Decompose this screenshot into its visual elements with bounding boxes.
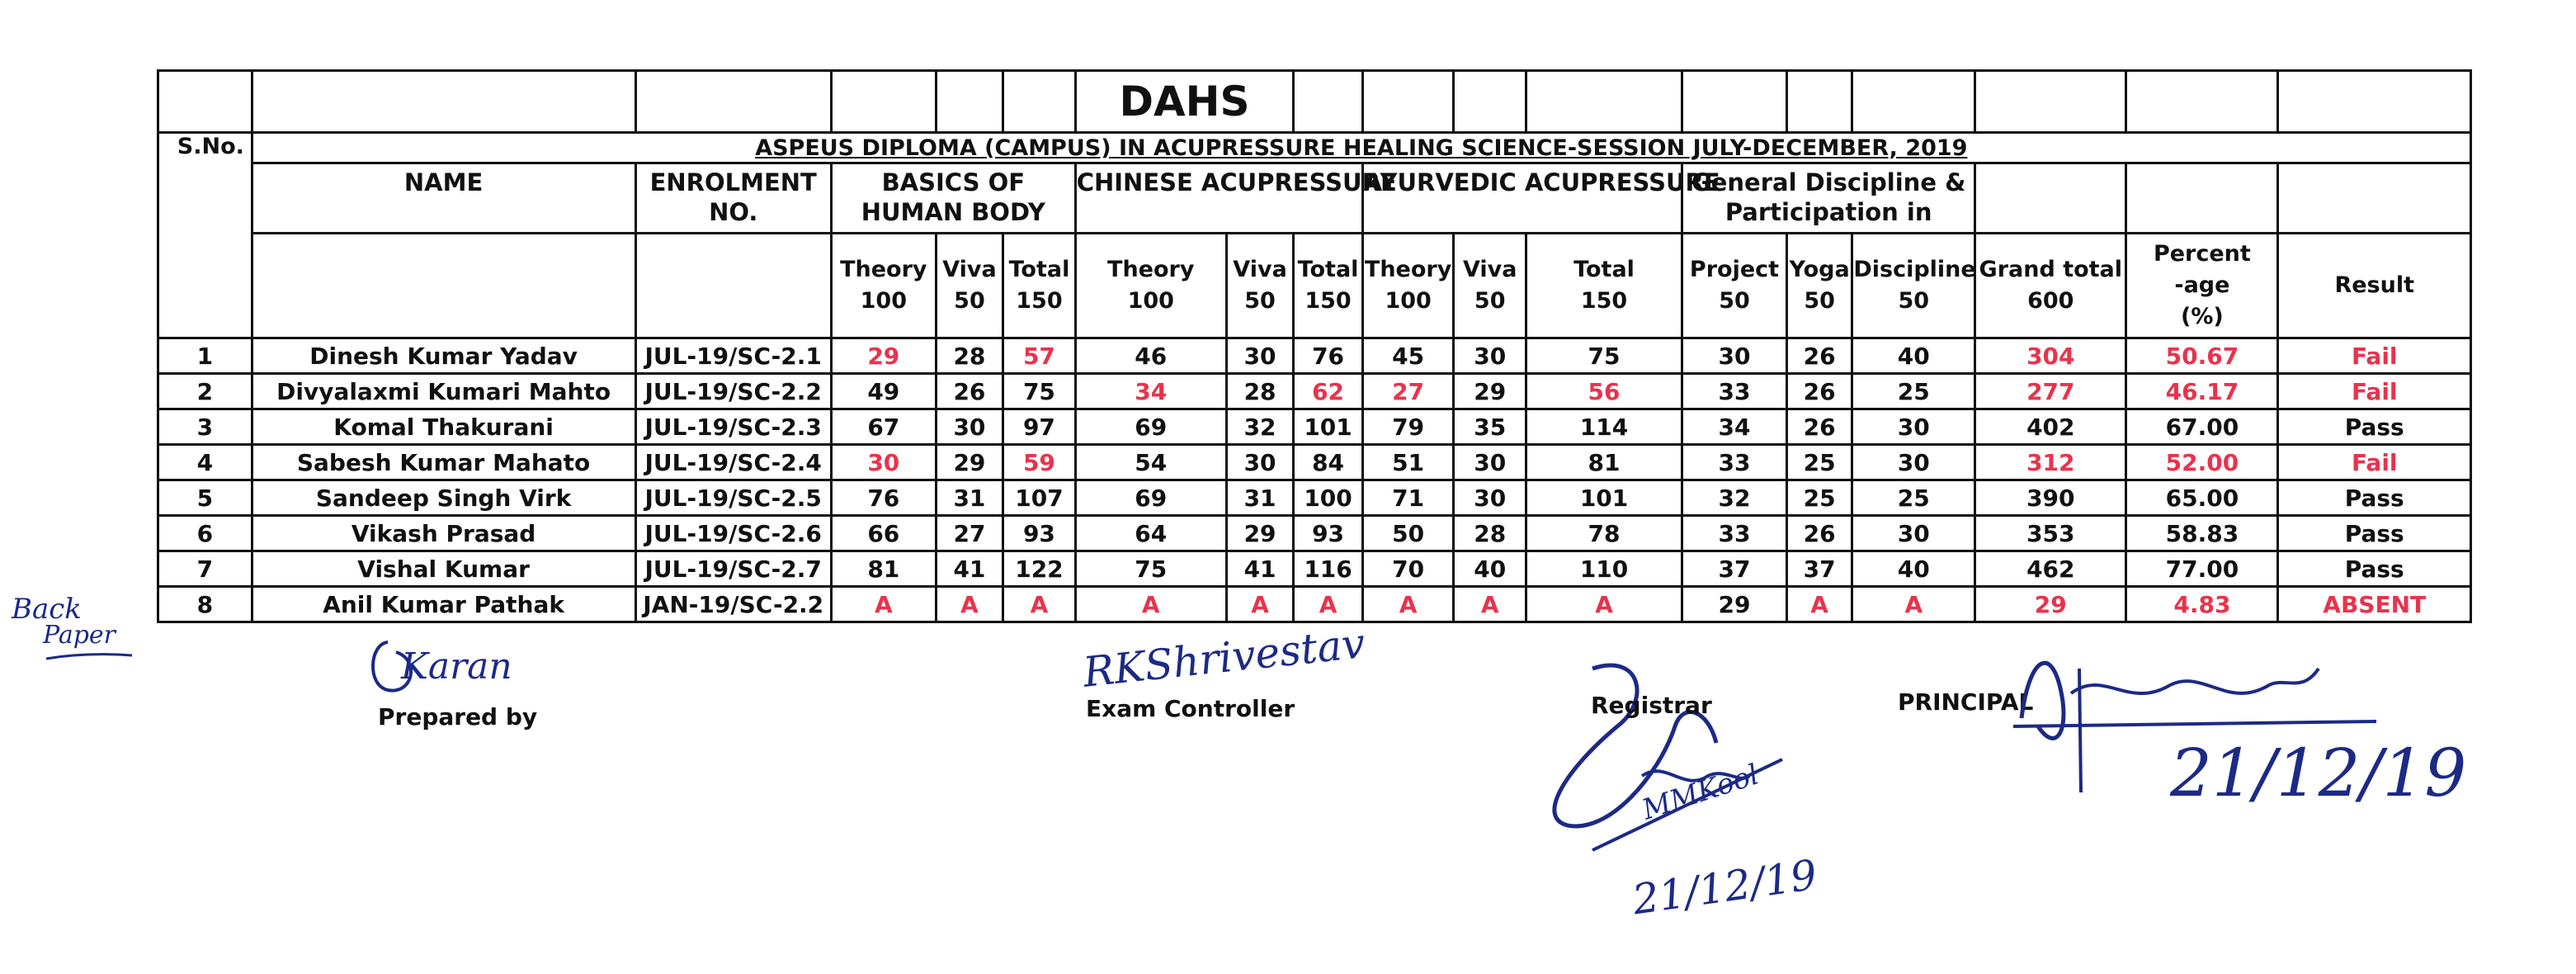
score-cell: 30 xyxy=(1852,445,1975,480)
score-cell: 97 xyxy=(1003,409,1076,445)
enrolment-cell: JUL-19/SC-2.1 xyxy=(635,338,831,374)
score-cell: A xyxy=(1526,587,1682,622)
score-cell: 353 xyxy=(1975,516,2126,551)
name-cell: Anil Kumar Pathak xyxy=(252,587,635,622)
score-cell: 54 xyxy=(1075,445,1226,480)
table-row xyxy=(158,587,2471,622)
org-name: DAHS xyxy=(1075,71,1294,133)
subheader-cell: Total 150 xyxy=(1003,234,1076,338)
score-cell: 29 xyxy=(831,338,936,374)
score-cell: 30 xyxy=(1852,516,1975,551)
score-cell: 40 xyxy=(1454,551,1526,587)
serial-cell: 8 xyxy=(158,587,252,622)
result-cell: Fail xyxy=(2278,374,2471,409)
score-cell: 29 xyxy=(1682,587,1787,622)
score-cell: 30 xyxy=(936,409,1003,445)
score-cell: 30 xyxy=(1226,338,1293,374)
score-cell: 69 xyxy=(1075,409,1226,445)
score-cell: 49 xyxy=(831,374,936,409)
table-row xyxy=(158,374,2471,409)
score-cell: 28 xyxy=(1226,374,1293,409)
score-cell: 26 xyxy=(1786,374,1852,409)
score-cell: A xyxy=(1786,587,1852,622)
subheader-cell: Viva 50 xyxy=(1226,234,1293,338)
score-cell: 52.00 xyxy=(2126,445,2278,480)
enrolment-header: ENROLMENT NO. xyxy=(635,163,831,234)
result-cell: Pass xyxy=(2278,516,2471,551)
title-row xyxy=(158,133,2471,163)
sheet-title: ASPEUS DIPLOMA (CAMPUS) IN ACUPRESSURE HEALING SCIENCE-SESSION JULY-DECEMBER, 2019 xyxy=(755,135,1968,161)
enrolment-cell: JUL-19/SC-2.2 xyxy=(635,374,831,409)
name-cell: Dinesh Kumar Yadav xyxy=(252,338,635,374)
score-cell: 40 xyxy=(1852,551,1975,587)
name-header: NAME xyxy=(252,163,635,234)
score-cell: 41 xyxy=(1226,551,1293,587)
student-rows xyxy=(158,338,2471,622)
score-cell: 25 xyxy=(1786,445,1852,480)
name-cell: Vikash Prasad xyxy=(252,516,635,551)
score-cell: 27 xyxy=(1362,374,1454,409)
score-cell: 29 xyxy=(1226,516,1293,551)
enrolment-cell: JUL-19/SC-2.3 xyxy=(635,409,831,445)
score-cell: 33 xyxy=(1682,374,1787,409)
table-row xyxy=(158,516,2471,551)
score-cell: 37 xyxy=(1682,551,1787,587)
score-cell: 4.83 xyxy=(2126,587,2278,622)
score-cell: A xyxy=(936,587,1003,622)
result-cell: Pass xyxy=(2278,551,2471,587)
enrolment-cell: JAN-19/SC-2.2 xyxy=(635,587,831,622)
score-cell: 75 xyxy=(1003,374,1076,409)
score-cell: 67.00 xyxy=(2126,409,2278,445)
score-cell: 71 xyxy=(1362,480,1454,516)
subheader-cell: Theory 100 xyxy=(1075,234,1226,338)
enrolment-cell: JUL-19/SC-2.7 xyxy=(635,551,831,587)
score-cell: 62 xyxy=(1294,374,1363,409)
score-cell: 59 xyxy=(1003,445,1076,480)
result-cell: ABSENT xyxy=(2278,587,2471,622)
score-cell: 312 xyxy=(1975,445,2126,480)
score-cell: 116 xyxy=(1294,551,1363,587)
score-cell: 122 xyxy=(1003,551,1076,587)
score-cell: 31 xyxy=(936,480,1003,516)
subheader-cell: Discipline 50 xyxy=(1852,234,1975,338)
table-row xyxy=(158,338,2471,374)
score-cell: 30 xyxy=(1454,338,1526,374)
score-cell: 67 xyxy=(831,409,936,445)
score-cell: 30 xyxy=(1852,409,1975,445)
score-cell: 50 xyxy=(1362,516,1454,551)
score-cell: 32 xyxy=(1682,480,1787,516)
result-header: Result xyxy=(2278,234,2471,338)
score-cell: 77.00 xyxy=(2126,551,2278,587)
score-cell: A xyxy=(1362,587,1454,622)
serial-cell: 2 xyxy=(158,374,252,409)
percent-header: Percent -age (%) xyxy=(2126,234,2278,338)
score-cell: 41 xyxy=(936,551,1003,587)
side-note-line1: Back xyxy=(12,593,82,626)
controller-signature-text: RKShrivestav xyxy=(1080,619,1368,697)
score-cell: 107 xyxy=(1003,480,1076,516)
registrar-name: MMKool xyxy=(1638,758,1763,827)
score-cell: A xyxy=(831,587,936,622)
group-header-row xyxy=(158,163,2471,234)
table-row xyxy=(158,551,2471,587)
result-cell: Fail xyxy=(2278,338,2471,374)
score-cell: A xyxy=(1294,587,1363,622)
subheader-cell: Viva 50 xyxy=(936,234,1003,338)
subheader-cell: Theory 100 xyxy=(1362,234,1454,338)
score-cell: 40 xyxy=(1852,338,1975,374)
name-cell: Vishal Kumar xyxy=(252,551,635,587)
score-cell: 25 xyxy=(1852,374,1975,409)
score-cell: 84 xyxy=(1294,445,1363,480)
score-cell: 26 xyxy=(1786,409,1852,445)
score-cell: 26 xyxy=(936,374,1003,409)
group-basics-header: BASICS OF HUMAN BODY xyxy=(831,163,1075,234)
score-cell: 70 xyxy=(1362,551,1454,587)
table-row xyxy=(158,445,2471,480)
score-cell: 100 xyxy=(1294,480,1363,516)
subheader-cell: Total 150 xyxy=(1294,234,1363,338)
score-cell: 64 xyxy=(1075,516,1226,551)
enrolment-cell: JUL-19/SC-2.5 xyxy=(635,480,831,516)
score-cell: 304 xyxy=(1975,338,2126,374)
score-cell: 26 xyxy=(1786,516,1852,551)
score-cell: 30 xyxy=(831,445,936,480)
score-cell: 30 xyxy=(1682,338,1787,374)
score-cell: 33 xyxy=(1682,516,1787,551)
result-cell: Fail xyxy=(2278,445,2471,480)
score-cell: 34 xyxy=(1075,374,1226,409)
subheader-row xyxy=(158,234,2471,338)
score-cell: 28 xyxy=(1454,516,1526,551)
score-cell: 50.67 xyxy=(2126,338,2278,374)
result-cell: Pass xyxy=(2278,409,2471,445)
score-cell: 114 xyxy=(1526,409,1682,445)
score-cell: 75 xyxy=(1075,551,1226,587)
score-cell: A xyxy=(1852,587,1975,622)
enrolment-cell: JUL-19/SC-2.6 xyxy=(635,516,831,551)
score-cell: 27 xyxy=(936,516,1003,551)
subheader-cell: Viva 50 xyxy=(1454,234,1526,338)
score-cell: 93 xyxy=(1003,516,1076,551)
score-cell: 45 xyxy=(1362,338,1454,374)
group-ayurvedic-header: AYURVEDIC ACUPRESSURE xyxy=(1362,163,1682,234)
table-row xyxy=(158,409,2471,445)
enrolment-cell: JUL-19/SC-2.4 xyxy=(635,445,831,480)
score-cell: 26 xyxy=(1786,338,1852,374)
name-cell: Sandeep Singh Virk xyxy=(252,480,635,516)
subheader-cell: Yoga 50 xyxy=(1786,234,1852,338)
sno-header: S.No. xyxy=(177,134,244,159)
score-cell: 66 xyxy=(831,516,936,551)
registrar-signature-mark xyxy=(1518,652,1799,867)
score-cell: 34 xyxy=(1682,409,1787,445)
serial-cell: 6 xyxy=(158,516,252,551)
score-cell: 101 xyxy=(1294,409,1363,445)
score-cell: 58.83 xyxy=(2126,516,2278,551)
score-cell: A xyxy=(1226,587,1293,622)
score-cell: 390 xyxy=(1975,480,2126,516)
score-cell: 37 xyxy=(1786,551,1852,587)
score-cell: 31 xyxy=(1226,480,1293,516)
name-cell: Komal Thakurani xyxy=(252,409,635,445)
subheader-cell: Grand total 600 xyxy=(1975,234,2126,338)
serial-cell: 4 xyxy=(158,445,252,480)
serial-cell: 7 xyxy=(158,551,252,587)
name-cell: Sabesh Kumar Mahato xyxy=(252,445,635,480)
name-cell: Divyalaxmi Kumari Mahto xyxy=(252,374,635,409)
score-cell: A xyxy=(1003,587,1076,622)
score-cell: 65.00 xyxy=(2126,480,2278,516)
score-cell: 75 xyxy=(1526,338,1682,374)
score-cell: 29 xyxy=(936,445,1003,480)
score-cell: 110 xyxy=(1526,551,1682,587)
group-chinese-header: CHINESE ACUPRESSURE xyxy=(1075,163,1362,234)
score-cell: 30 xyxy=(1226,445,1293,480)
serial-cell: 3 xyxy=(158,409,252,445)
score-cell: 25 xyxy=(1852,480,1975,516)
score-cell: 29 xyxy=(1975,587,2126,622)
group-general-header: General Discipline & Participation in xyxy=(1682,163,1975,234)
score-cell: 93 xyxy=(1294,516,1363,551)
score-cell: 462 xyxy=(1975,551,2126,587)
table-row xyxy=(158,480,2471,516)
registrar-date: 21/12/19 xyxy=(1630,850,1820,924)
subheader-cell: Total 150 xyxy=(1526,234,1682,338)
prepared-by-label: Prepared by xyxy=(378,703,538,730)
prepared-signature-text: Karan xyxy=(401,645,512,688)
score-cell: 56 xyxy=(1526,374,1682,409)
serial-cell: 1 xyxy=(158,338,252,374)
score-cell: 30 xyxy=(1454,480,1526,516)
score-cell: 81 xyxy=(831,551,936,587)
score-cell: 76 xyxy=(1294,338,1363,374)
score-cell: 46.17 xyxy=(2126,374,2278,409)
side-note-underline xyxy=(45,650,135,664)
score-cell: 51 xyxy=(1362,445,1454,480)
registrar-label: Registrar xyxy=(1591,692,1712,719)
score-cell: 28 xyxy=(936,338,1003,374)
score-cell: 76 xyxy=(831,480,936,516)
score-cell: 35 xyxy=(1454,409,1526,445)
score-cell: 402 xyxy=(1975,409,2126,445)
subheader-cell: Theory 100 xyxy=(831,234,936,338)
header-blank-row xyxy=(158,71,2471,133)
principal-date: 21/12/19 xyxy=(2170,735,2467,811)
score-cell: 57 xyxy=(1003,338,1076,374)
score-cell: A xyxy=(1075,587,1226,622)
subheader-cell: Project 50 xyxy=(1682,234,1787,338)
score-cell: 29 xyxy=(1454,374,1526,409)
score-cell: 69 xyxy=(1075,480,1226,516)
side-note-line2: Paper xyxy=(43,621,116,650)
score-cell: 79 xyxy=(1362,409,1454,445)
score-cell: 81 xyxy=(1526,445,1682,480)
score-cell: 277 xyxy=(1975,374,2126,409)
score-cell: 32 xyxy=(1226,409,1293,445)
score-cell: A xyxy=(1454,587,1526,622)
score-cell: 25 xyxy=(1786,480,1852,516)
result-cell: Pass xyxy=(2278,480,2471,516)
score-cell: 78 xyxy=(1526,516,1682,551)
score-cell: 101 xyxy=(1526,480,1682,516)
score-cell: 33 xyxy=(1682,445,1787,480)
score-cell: 30 xyxy=(1454,445,1526,480)
exam-controller-label: Exam Controller xyxy=(1086,695,1295,722)
serial-cell: 5 xyxy=(158,480,252,516)
principal-label: PRINCIPAL xyxy=(1898,688,2034,716)
score-cell: 46 xyxy=(1075,338,1226,374)
result-sheet xyxy=(157,69,2472,623)
